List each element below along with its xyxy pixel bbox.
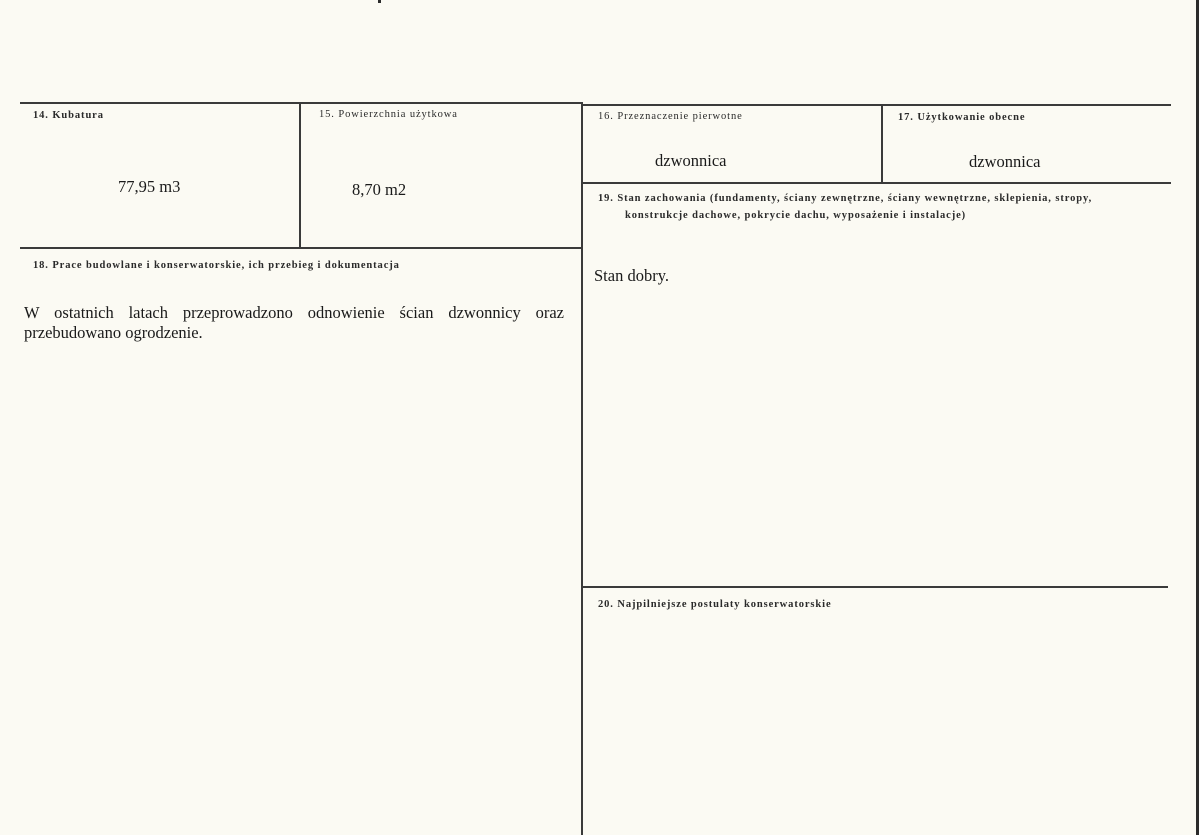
field-17-label: 17. Użytkowanie obecne: [898, 112, 1026, 123]
rule-top-right: [583, 104, 1171, 106]
rule-fields-16-17-bottom: [583, 182, 1171, 184]
field-15-value: 8,70 m2: [352, 180, 407, 199]
rule-center-divider: [581, 102, 583, 835]
rule-divider-16-17: [881, 104, 883, 183]
field-20-label: 20. Najpilniejsze postulaty konserwatorskie: [598, 599, 832, 610]
field-16-value: dzwonnica: [655, 151, 727, 170]
field-18-label: 18. Prace budowlane i konserwatorskie, ich przebieg i dokumentacja: [33, 260, 400, 271]
rule-fields-14-15-bottom: [20, 247, 583, 249]
field-17-value: dzwonnica: [969, 152, 1041, 171]
page-edge-mark: [378, 0, 381, 3]
field-14-value: 77,95 m3: [118, 177, 181, 196]
field-18-value: W ostatnich latach przeprowadzono odnowienie ścian dzwonnicy oraz przebudowano ogrodzenie.: [24, 303, 564, 342]
rule-top-left: [20, 102, 583, 104]
field-14-label: 14. Kubatura: [33, 110, 104, 121]
field-16-label: 16. Przeznaczenie pierwotne: [598, 111, 743, 122]
field-19-label-line1: 19. Stan zachowania (fundamenty, ściany zewnętrzne, ściany wewnętrzne, sklepienia, stropy,: [598, 193, 1093, 204]
field-19-value: Stan dobry.: [594, 266, 670, 285]
field-15-label: 15. Powierzchnia użytkowa: [319, 109, 458, 120]
field-19-label-line2: konstrukcje dachowe, pokrycie dachu, wyposażenie i instalacje): [625, 210, 967, 221]
rule-field-19-bottom: [583, 586, 1168, 588]
rule-divider-14-15: [299, 102, 301, 248]
